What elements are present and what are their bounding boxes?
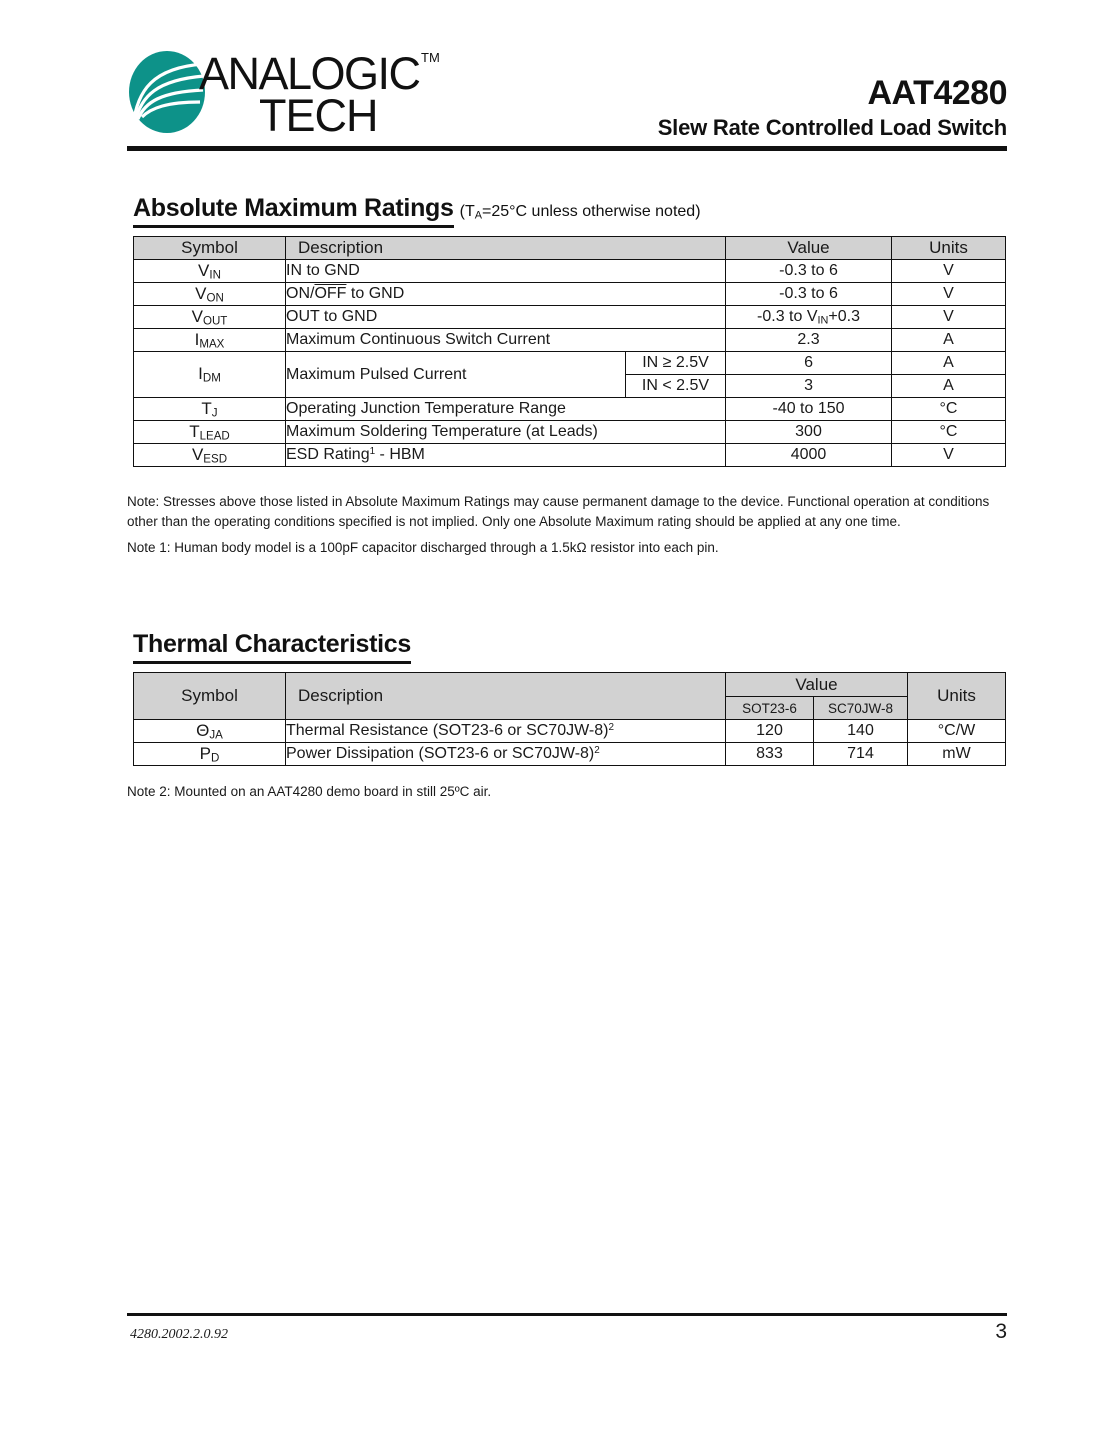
row-symbol: $P_D$ [134,743,286,766]
row-description: OUT to GND [286,306,726,329]
row-description: ESD Rating$^1$ - HBM [286,444,726,467]
document-code: 4280.2002.2.0.92 [130,1327,228,1342]
table-row [134,444,1006,467]
thermal-characteristics-table [133,672,1006,766]
row-value-sc70jw-8: 140 [814,720,908,743]
row-value: 6 [726,352,892,375]
column-header-units: Units [892,237,1006,260]
row-description: Power Dissipation (SOT23-6 or SC70JW-8)$^2$ [286,743,726,766]
row-description: Maximum Continuous Switch Current [286,329,726,352]
column-header-units: Units [908,673,1006,720]
row-units: mW [908,743,1006,766]
section-title-note: ($T_A=25^\circ C$ unless otherwise noted) [459,203,701,222]
row-description: $ON/\overline{OFF}$ to GND [286,283,726,306]
row-symbol: $V_{ON}$ [134,283,286,306]
part-subtitle: Slew Rate Controlled Load Switch [657,114,1007,140]
row-value-sot23-6: 120 [726,720,814,743]
row-symbol: $V_{OUT}$ [134,306,286,329]
section-title-text: Absolute Maximum Ratings [133,196,454,228]
row-value-sot23-6: 833 [726,743,814,766]
section-title-text: Thermal Characteristics [133,632,411,664]
row-units: V [892,283,1006,306]
page-header [127,38,1007,146]
row-symbol: $I_{MAX}$ [134,329,286,352]
row-units: °C/W [908,720,1006,743]
row-condition: IN < 2.5V [626,375,726,398]
row-value-sc70jw-8: 714 [814,743,908,766]
row-units: V [892,306,1006,329]
row-symbol: $\Theta_{JA}$ [134,720,286,743]
company-logo [127,42,467,142]
row-units: °C [892,421,1006,444]
row-value: 3 [726,375,892,398]
table-row [134,306,1006,329]
row-description: Maximum Pulsed Current [286,352,626,398]
header-divider [127,146,1007,151]
table-row [134,329,1006,352]
column-header-description: Description [286,237,726,260]
absolute-maximum-ratings-table [133,236,1006,467]
row-units: °C [892,398,1006,421]
note-1: Note 1: Human body model is a 100pF capacitor discharged through a 1.5kΩ resistor into each pin. [127,540,719,555]
row-units: A [892,375,1006,398]
row-value: -40 to 150 [726,398,892,421]
logo-text-primary: ANALOGIC [199,48,420,99]
logo-text-secondary: TECH [259,90,378,141]
table-row [134,283,1006,306]
column-header-sc70jw-8: SC70JW-8 [814,697,908,720]
column-header-description: Description [286,673,726,720]
row-condition: IN ≥ 2.5V [626,352,726,375]
row-symbol: $V_{IN}$ [134,260,286,283]
column-header-symbol: Symbol [134,673,286,720]
note-main: Note: Stresses above those listed in Absolute Maximum Ratings may cause permanent damage to the device. Functional operation at conditions other than the operating conditions specified is not implied. Only one Absolute Maximum rating should be applied at any one time. [127,494,990,529]
row-units: V [892,260,1006,283]
table-row [134,260,1006,283]
table-row [134,720,1006,743]
page-number: 3 [995,1320,1007,1343]
section-heading-absolute-maximum-ratings [133,196,701,228]
table-row [134,398,1006,421]
row-value: -0.3 to $V_{IN}+0.3$ [726,306,892,329]
column-header-value: Value [726,237,892,260]
table-header-row-top [134,673,1006,697]
row-value: 2.3 [726,329,892,352]
column-header-value: Value [726,673,908,697]
part-number: AAT4280 [867,74,1007,112]
row-units: A [892,352,1006,375]
column-header-symbol: Symbol [134,237,286,260]
row-symbol: $V_{ESD}$ [134,444,286,467]
document-title-block [447,76,1007,141]
row-symbol: $I_{DM}$ [134,352,286,398]
footer-divider [127,1313,1007,1316]
table-header-row [134,237,1006,260]
row-description: Operating Junction Temperature Range [286,398,726,421]
row-value: 300 [726,421,892,444]
analogic-globe-icon [127,50,207,134]
row-description: IN to GND [286,260,726,283]
section-heading-thermal-characteristics [133,632,411,664]
row-units: A [892,329,1006,352]
note-2: Note 2: Mounted on an AAT4280 demo board in still 25ºC air. [127,784,492,799]
logo-trademark: TM [421,50,440,65]
row-value: -0.3 to 6 [726,283,892,306]
row-description: Thermal Resistance (SOT23-6 or SC70JW-8)$^2$ [286,720,726,743]
row-value: -0.3 to 6 [726,260,892,283]
column-header-sot23-6: SOT23-6 [726,697,814,720]
row-symbol: $T_J$ [134,398,286,421]
row-description: Maximum Soldering Temperature (at Leads) [286,421,726,444]
table-row [134,421,1006,444]
table-row [134,743,1006,766]
table-row [134,352,1006,375]
row-symbol: $T_{LEAD}$ [134,421,286,444]
row-units: V [892,444,1006,467]
row-value: 4000 [726,444,892,467]
